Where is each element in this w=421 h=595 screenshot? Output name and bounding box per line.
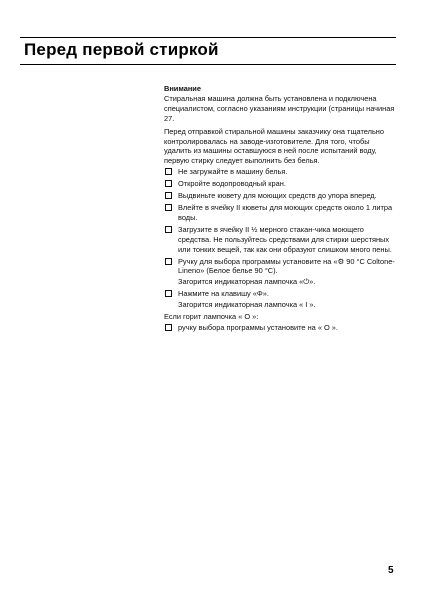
- checkbox-icon: [165, 226, 172, 233]
- warning-heading: Внимание: [164, 84, 201, 93]
- step-item: [164, 179, 398, 189]
- step-item: [164, 257, 398, 288]
- checkbox-icon: [165, 290, 172, 297]
- step-text: Ручку для выбора программы установите на «⚙ 90 °C Coltone-Lineno» (Белое белье 90 °C).: [178, 256, 395, 276]
- checkbox-icon: [165, 180, 172, 187]
- closing-condition: Если горит лампочка « O »:: [164, 312, 259, 322]
- title-rule: [20, 64, 396, 65]
- step-text: Влейте в ячейку II кюветы для моющих средств около 1 литра воды.: [178, 202, 393, 222]
- page-number: 5: [388, 565, 394, 576]
- page-title: Перед первой стиркой: [24, 40, 219, 59]
- step-text: Нажмите на клавишу «Φ».: [178, 289, 269, 299]
- checkbox-icon: [165, 168, 172, 175]
- step-text: Откройте водопроводный кран.: [178, 179, 286, 189]
- checkbox-icon: [165, 258, 172, 265]
- step-item: [164, 167, 398, 177]
- step-item: [164, 191, 398, 201]
- step-item: [164, 225, 398, 255]
- step-item: [164, 323, 398, 333]
- intro-paragraph-install: Стиральная машина должна быть установлена и подключена специалистом, согласно указаниям инструкции (страницы начиная 27.: [164, 93, 395, 123]
- step-indicator-note: Загорится индикаторная лампочка «⏻».: [178, 277, 316, 287]
- checkbox-icon: [165, 192, 172, 199]
- step-indicator-note: Загорится индикаторная лампочка « I ».: [178, 300, 316, 310]
- intro-paragraph-first-wash: Перед отправкой стиральной машины заказчику она тщательно контролировалась на заводе-изготовителе. Для того, чтобы удалить из машины оставшуюся в ней после испытаний воду, первую стирку следует выполнить без белья.: [164, 126, 384, 166]
- step-text: ручку выбора программы установите на « O ».: [178, 322, 338, 332]
- step-text: Загрузите в ячейку II ½ мерного стакан-чика моющего средства. Не пользуйтесь средствами для стирки шерстяных или тонких вещей, так как они образуют слишком много пены.: [178, 224, 392, 254]
- step-item: [164, 203, 398, 223]
- step-item: [164, 289, 398, 310]
- closing-steps-list: [164, 323, 398, 333]
- steps-list: [164, 167, 398, 310]
- step-text: Выдвиньте кювету для моющих средств до упора вперед.: [178, 191, 377, 201]
- checkbox-icon: [165, 324, 172, 331]
- step-text: Не загружайте в машину белья.: [178, 167, 288, 177]
- top-rule: [20, 37, 396, 38]
- checkbox-icon: [165, 204, 172, 211]
- instructions-body: [164, 84, 398, 335]
